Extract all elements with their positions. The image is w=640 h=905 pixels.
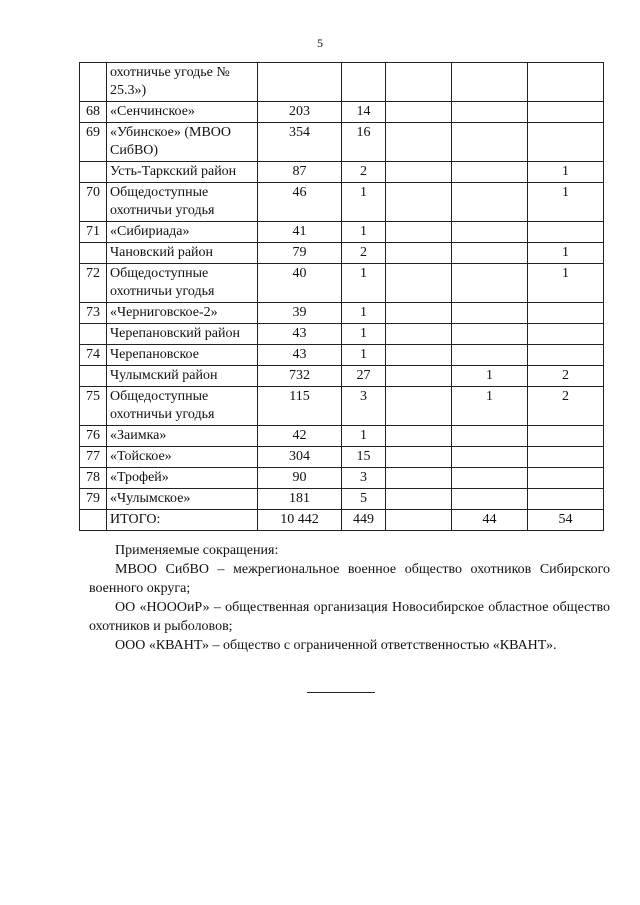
table-row — [80, 345, 604, 366]
table-row — [80, 510, 604, 531]
row-name-cell: Общедоступные охотничьи угодья — [107, 387, 258, 426]
value-cell-3 — [386, 447, 452, 468]
value-cell-1: 79 — [258, 243, 342, 264]
value-cell-1: 42 — [258, 426, 342, 447]
row-name-cell: «Чулымское» — [107, 489, 258, 510]
row-number-cell: 75 — [80, 387, 107, 426]
table-row — [80, 63, 604, 102]
value-cell-1: 203 — [258, 102, 342, 123]
value-cell-4 — [452, 264, 528, 303]
value-cell-5: 54 — [528, 510, 604, 531]
row-number-cell — [80, 324, 107, 345]
value-cell-4 — [452, 447, 528, 468]
value-cell-2: 1 — [342, 264, 386, 303]
row-name-cell: «Тойское» — [107, 447, 258, 468]
row-number-cell: 78 — [80, 468, 107, 489]
table-row — [80, 366, 604, 387]
row-number-cell — [80, 366, 107, 387]
row-number-cell — [80, 63, 107, 102]
table-body — [80, 63, 604, 531]
row-name-cell: «Заимка» — [107, 426, 258, 447]
page-number: 5 — [317, 36, 323, 50]
table-row — [80, 426, 604, 447]
row-number-cell: 70 — [80, 183, 107, 222]
value-cell-5 — [528, 324, 604, 345]
value-cell-4 — [452, 303, 528, 324]
value-cell-1 — [258, 63, 342, 102]
value-cell-4 — [452, 222, 528, 243]
value-cell-1: 304 — [258, 447, 342, 468]
value-cell-2: 3 — [342, 468, 386, 489]
value-cell-4 — [452, 489, 528, 510]
value-cell-4 — [452, 468, 528, 489]
value-cell-5 — [528, 63, 604, 102]
value-cell-5: 1 — [528, 162, 604, 183]
value-cell-3 — [386, 387, 452, 426]
value-cell-1: 10 442 — [258, 510, 342, 531]
abbreviation-item: ОО «НОООиР» – общественная организация Новосибирское областное общество охотников и рыболовов; — [89, 600, 610, 634]
value-cell-5 — [528, 447, 604, 468]
table-row — [80, 222, 604, 243]
end-divider — [307, 692, 375, 693]
value-cell-5 — [528, 468, 604, 489]
value-cell-4: 44 — [452, 510, 528, 531]
value-cell-5 — [528, 222, 604, 243]
table-row — [80, 243, 604, 264]
value-cell-5: 1 — [528, 243, 604, 264]
value-cell-5 — [528, 426, 604, 447]
value-cell-4: 1 — [452, 366, 528, 387]
row-name-cell: охотничье угодье № 25.3») — [107, 63, 258, 102]
row-name-cell: ИТОГО: — [107, 510, 258, 531]
value-cell-2: 1 — [342, 303, 386, 324]
value-cell-4 — [452, 243, 528, 264]
value-cell-4 — [452, 426, 528, 447]
table-row — [80, 468, 604, 489]
value-cell-1: 43 — [258, 324, 342, 345]
table-row — [80, 447, 604, 468]
row-name-cell: Общедоступные охотничьи угодья — [107, 264, 258, 303]
table-row — [80, 183, 604, 222]
abbreviation-item: ООО «КВАНТ» – общество с ограниченной ответственностью «КВАНТ». — [115, 638, 557, 653]
value-cell-4 — [452, 183, 528, 222]
value-cell-3 — [386, 366, 452, 387]
abbreviations-section — [89, 541, 610, 655]
value-cell-2: 15 — [342, 447, 386, 468]
row-name-cell: Черепановский район — [107, 324, 258, 345]
row-number-cell — [80, 243, 107, 264]
value-cell-3 — [386, 345, 452, 366]
value-cell-1: 90 — [258, 468, 342, 489]
value-cell-3 — [386, 489, 452, 510]
row-number-cell: 68 — [80, 102, 107, 123]
row-number-cell: 69 — [80, 123, 107, 162]
row-number-cell: 73 — [80, 303, 107, 324]
value-cell-3 — [386, 162, 452, 183]
value-cell-2: 449 — [342, 510, 386, 531]
value-cell-1: 43 — [258, 345, 342, 366]
value-cell-1: 181 — [258, 489, 342, 510]
value-cell-2: 1 — [342, 345, 386, 366]
value-cell-5 — [528, 345, 604, 366]
value-cell-4 — [452, 324, 528, 345]
row-name-cell: «Трофей» — [107, 468, 258, 489]
value-cell-2 — [342, 63, 386, 102]
row-name-cell: Общедоступные охотничьи угодья — [107, 183, 258, 222]
row-number-cell: 77 — [80, 447, 107, 468]
value-cell-3 — [386, 426, 452, 447]
value-cell-5 — [528, 123, 604, 162]
table-row — [80, 324, 604, 345]
value-cell-1: 732 — [258, 366, 342, 387]
table-row — [80, 123, 604, 162]
value-cell-2: 2 — [342, 162, 386, 183]
value-cell-5 — [528, 102, 604, 123]
table-row — [80, 489, 604, 510]
value-cell-1: 40 — [258, 264, 342, 303]
value-cell-3 — [386, 102, 452, 123]
value-cell-4 — [452, 123, 528, 162]
value-cell-5: 1 — [528, 264, 604, 303]
value-cell-3 — [386, 243, 452, 264]
row-number-cell: 79 — [80, 489, 107, 510]
row-name-cell: «Сибириада» — [107, 222, 258, 243]
value-cell-1: 46 — [258, 183, 342, 222]
row-number-cell — [80, 510, 107, 531]
value-cell-2: 1 — [342, 183, 386, 222]
value-cell-1: 115 — [258, 387, 342, 426]
row-number-cell: 72 — [80, 264, 107, 303]
value-cell-3 — [386, 468, 452, 489]
hunting-grounds-table — [79, 62, 604, 531]
value-cell-2: 27 — [342, 366, 386, 387]
table-row — [80, 264, 604, 303]
value-cell-2: 5 — [342, 489, 386, 510]
value-cell-2: 1 — [342, 324, 386, 345]
table-row — [80, 102, 604, 123]
value-cell-5 — [528, 303, 604, 324]
value-cell-2: 1 — [342, 426, 386, 447]
row-name-cell: Черепановское — [107, 345, 258, 366]
row-number-cell: 71 — [80, 222, 107, 243]
value-cell-1: 354 — [258, 123, 342, 162]
value-cell-3 — [386, 222, 452, 243]
row-name-cell: Усть-Таркский район — [107, 162, 258, 183]
value-cell-4 — [452, 63, 528, 102]
abbreviations-heading: Применяемые сокращения: — [115, 543, 279, 558]
value-cell-1: 87 — [258, 162, 342, 183]
table-row — [80, 387, 604, 426]
value-cell-4 — [452, 162, 528, 183]
value-cell-5 — [528, 489, 604, 510]
value-cell-2: 16 — [342, 123, 386, 162]
value-cell-4 — [452, 102, 528, 123]
row-name-cell: Чулымский район — [107, 366, 258, 387]
row-name-cell: «Черниговское-2» — [107, 303, 258, 324]
value-cell-3 — [386, 324, 452, 345]
value-cell-4 — [452, 345, 528, 366]
abbreviation-item: МВОО СибВО – межрегиональное военное общество охотников Сибирского военного округа; — [89, 562, 610, 596]
table-row — [80, 303, 604, 324]
value-cell-3 — [386, 63, 452, 102]
value-cell-5: 1 — [528, 183, 604, 222]
row-name-cell: «Убинское» (МВОО СибВО) — [107, 123, 258, 162]
value-cell-2: 2 — [342, 243, 386, 264]
value-cell-3 — [386, 510, 452, 531]
value-cell-4: 1 — [452, 387, 528, 426]
value-cell-1: 39 — [258, 303, 342, 324]
value-cell-2: 3 — [342, 387, 386, 426]
row-number-cell: 76 — [80, 426, 107, 447]
value-cell-3 — [386, 264, 452, 303]
value-cell-2: 1 — [342, 222, 386, 243]
value-cell-5: 2 — [528, 387, 604, 426]
value-cell-5: 2 — [528, 366, 604, 387]
value-cell-3 — [386, 303, 452, 324]
row-name-cell: Чановский район — [107, 243, 258, 264]
value-cell-1: 41 — [258, 222, 342, 243]
value-cell-3 — [386, 183, 452, 222]
value-cell-3 — [386, 123, 452, 162]
row-number-cell — [80, 162, 107, 183]
row-name-cell: «Сенчинское» — [107, 102, 258, 123]
value-cell-2: 14 — [342, 102, 386, 123]
row-number-cell: 74 — [80, 345, 107, 366]
table-row — [80, 162, 604, 183]
